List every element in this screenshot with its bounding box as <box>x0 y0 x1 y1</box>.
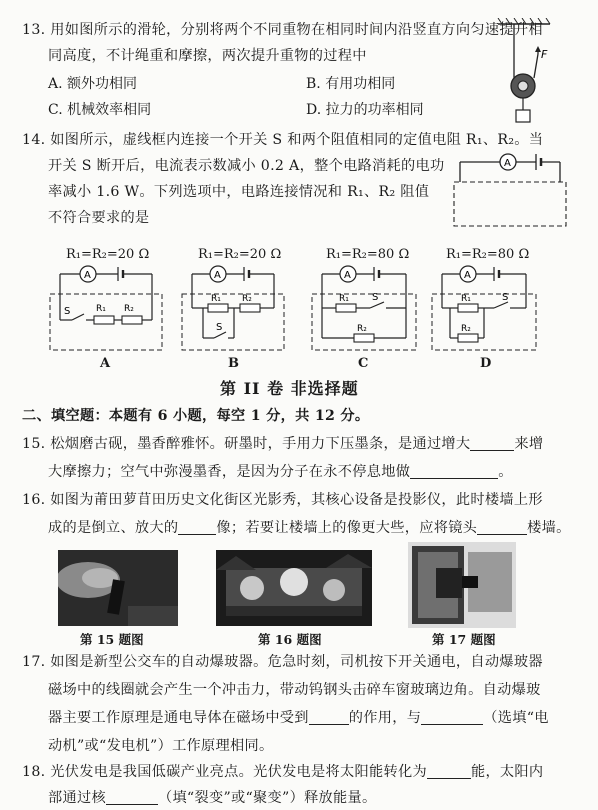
force-label: F <box>541 48 548 61</box>
circuit-d-title: R₁=R₂=80 Ω <box>446 247 530 262</box>
circuit-a[interactable] <box>46 262 166 357</box>
q14-line4: 不符合要求的是 <box>48 210 150 226</box>
circuit-b-title: R₁=R₂=20 Ω <box>198 247 282 262</box>
q17-blank2[interactable] <box>421 710 483 725</box>
svg-text:R₁: R₁ <box>96 304 106 314</box>
q15-blank2[interactable] <box>410 464 498 479</box>
svg-text:S: S <box>64 306 71 317</box>
photo-q15-inkstone <box>58 550 178 626</box>
q14-line2: 开关 S 断开后，电流表示数减小 0.2 A，整个电路消耗的电功 <box>48 158 445 174</box>
q15-line1: 15. 松烟磨古砚，墨香醉雅怀。研墨时，手用力下压墨条，是通过增大 来增 <box>22 436 544 452</box>
circuit-c-label: C <box>358 356 369 371</box>
q14-line3: 率减小 1.6 W。下列选项中，电路连接情况和 R₁、R₂ 阻值 <box>48 184 430 200</box>
q13-line2: 同高度，不计绳重和摩擦，两次提升重物的过程中 <box>48 48 367 64</box>
circuit-a-title: R₁=R₂=20 Ω <box>66 247 150 262</box>
q18-line2: 部通过核 （填“裂变”或“聚变”）释放能量。 <box>48 790 377 806</box>
q18-line1: 18. 光伏发电是我国低碳产业亮点。光伏发电是将太阳能转化为 能，太阳内 <box>22 764 544 780</box>
svg-text:A: A <box>464 270 471 281</box>
circuit-d-label: D <box>480 356 492 371</box>
caption-q17: 第 17 题图 <box>432 632 496 647</box>
svg-text:A: A <box>344 270 351 281</box>
section-heading: 二、填空题：本题有 6 小题，每空 1 分，共 12 分。 <box>22 408 370 424</box>
q14-main-circuit <box>448 150 573 232</box>
q15-blank1[interactable] <box>470 436 514 451</box>
svg-text:A: A <box>214 270 221 281</box>
svg-text:R₂: R₂ <box>357 324 367 334</box>
q16-line2: 成的是倒立、放大的 像；若要让楼墙上的像更大些，应将镜头 楼墙。 <box>48 520 571 536</box>
caption-q16: 第 16 题图 <box>258 632 322 647</box>
circuit-a-label: A <box>100 356 111 371</box>
pulley-figure <box>494 18 554 130</box>
q17-line3: 器主要工作原理是通电导体在磁场中受到 的作用，与 （选填“电 <box>48 710 549 726</box>
q13-line1: 13. 用如图所示的滑轮，分别将两个不同重物在相同时间内沿竖直方向匀速提升相 <box>22 22 543 38</box>
circuit-d[interactable] <box>428 262 540 357</box>
q13-option-a[interactable]: A. 额外功相同 <box>48 76 138 92</box>
photo-q16-lightshow <box>216 550 372 626</box>
q17-line2: 磁场中的线圈就会产生一个冲击力，带动钨钢头击碎车窗玻璃边角。自动爆玻 <box>48 682 541 698</box>
q18-blank2[interactable] <box>106 790 158 805</box>
circuit-c-title: R₁=R₂=80 Ω <box>326 247 410 262</box>
q17-blank1[interactable] <box>309 710 349 725</box>
q13-option-d[interactable]: D. 拉力的功率相同 <box>306 102 424 118</box>
q18-blank1[interactable] <box>427 764 471 779</box>
circuit-b-label: B <box>228 356 239 371</box>
svg-text:S: S <box>372 292 379 303</box>
circuit-c[interactable] <box>308 262 420 357</box>
svg-text:A: A <box>84 270 91 281</box>
svg-text:R₁: R₁ <box>461 294 471 304</box>
q16-blank1[interactable] <box>178 520 216 535</box>
svg-text:R₁: R₁ <box>211 294 221 304</box>
q16-blank2[interactable] <box>477 520 527 535</box>
q13-option-b[interactable]: B. 有用功相同 <box>306 76 396 92</box>
q16-line1: 16. 如图为莆田萝苜田历史文化街区光影秀，其核心设备是投影仪，此时楼墙上形 <box>22 492 543 508</box>
svg-text:R₂: R₂ <box>461 324 471 334</box>
q14-line1: 14. 如图所示，虚线框内连接一个开关 S 和两个阻值相同的定值电阻 R₁、R₂。当 <box>22 132 544 148</box>
circuit-b[interactable] <box>178 262 288 357</box>
photo-q17-window-breaker <box>408 542 516 628</box>
part2-title: 第 II 卷 非选择题 <box>220 379 359 398</box>
svg-text:R₁: R₁ <box>339 294 349 304</box>
svg-text:A: A <box>504 158 511 169</box>
q15-line2: 大摩擦力；空气中弥漫墨香，是因为分子在永不停息地做 。 <box>48 464 513 480</box>
q13-option-c[interactable]: C. 机械效率相同 <box>48 102 152 118</box>
svg-text:R₂: R₂ <box>124 304 134 314</box>
caption-q15: 第 15 题图 <box>80 632 144 647</box>
svg-text:S: S <box>216 322 223 333</box>
q17-line4: 动机”或“发电机”）工作原理相同。 <box>48 738 274 754</box>
svg-text:R₂: R₂ <box>242 294 252 304</box>
q17-line1: 17. 如图是新型公交车的自动爆玻器。危急时刻，司机按下开关通电，自动爆玻器 <box>22 654 543 670</box>
svg-text:S: S <box>502 292 509 303</box>
